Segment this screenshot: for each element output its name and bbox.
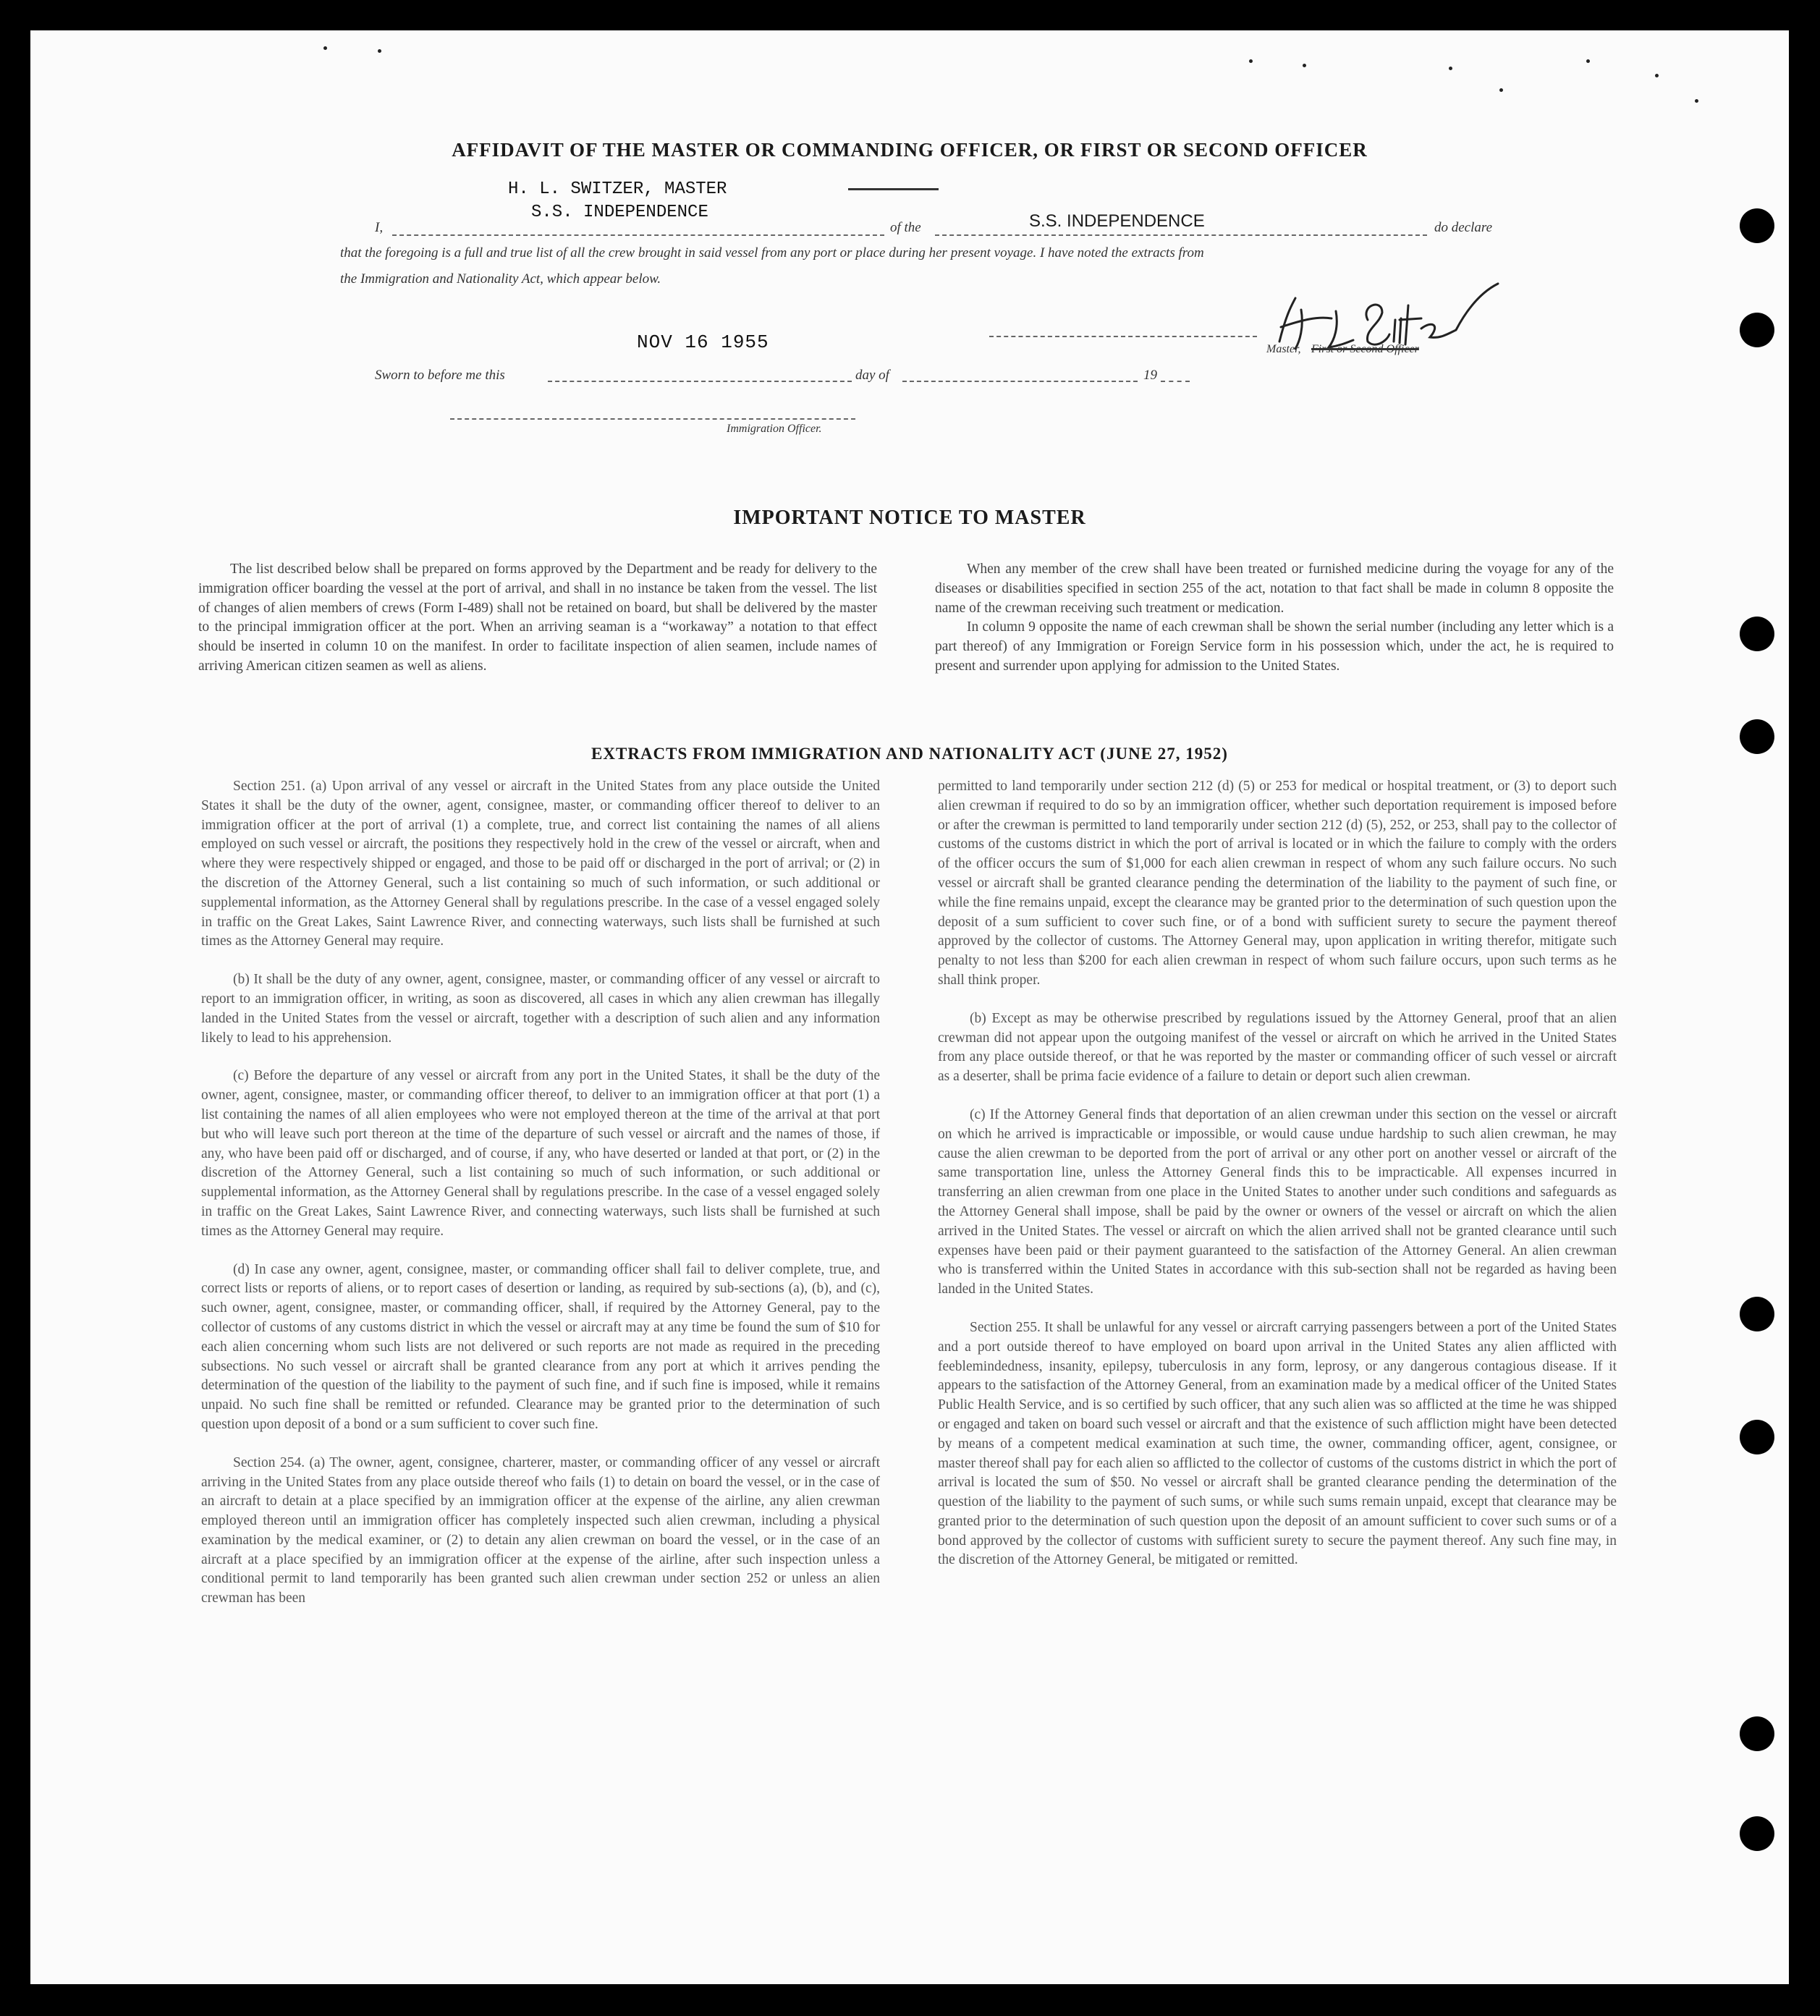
immigration-officer-blank: [450, 418, 855, 420]
label-i: I,: [375, 220, 384, 235]
typed-name-line2: S.S. INDEPENDENCE: [531, 203, 708, 222]
speck: [1249, 59, 1253, 63]
name-blank: [392, 234, 884, 236]
affidavit-title: AFFIDAVIT OF THE MASTER OR COMMANDING OFFICER, OR FIRST OR SECOND OFFICER: [452, 139, 1368, 161]
punch-hole: [1740, 1816, 1774, 1851]
speck: [1449, 67, 1452, 70]
label-day-of: day of: [855, 368, 889, 383]
notice-right-paragraph-1: When any member of the crew shall have been treated or furnished medicine during the voyage for any of the diseases or disabilities specified in section 255 of the act, notation to that fact shall be made in column 8 opposite the name of the crewman receiving such treatment or medication.: [935, 562, 1614, 616]
year-blank: [1161, 381, 1190, 382]
extracts-left-column: [201, 777, 880, 1627]
notice-right-column: [935, 560, 1614, 695]
section-254a-continued: permitted to land temporarily under section 212 (d) (5) or 253 for medical or hospital treatment, or (3) to deport such alien crewman if required to do so by an immigration officer, whether such deportation requirement is imposed before or after the crewman is permitted to land temporarily under section 212 (d) (5), 252, or 253, shall pay to the collector of customs of the customs district in which the port of arrival is located or in which the failure to comply with the orders of the officer occurs the sum of $1,000 for each alien crewman in respect of whom any such failure occurs. No such vessel or aircraft shall be granted clearance pending the determination of the liability to the payment of such fine, or while the fine remains unpaid, except the clearance may be granted prior to the determination of such question upon the deposit of a sum sufficient to cover such fine, or of a bond with sufficient surety to secure the payment thereof approved by the collector of customs. The Attorney General may, upon application in writing therefor, mitigate such penalty to not less than $200 for each alien crewman in respect of whom such failure occurs, upon such terms as he shall think proper.: [938, 779, 1617, 988]
label-master: Master,: [1266, 343, 1301, 355]
signature-mark: [1266, 276, 1505, 370]
vessel-blank: [935, 234, 1427, 236]
section-251c: (c) Before the departure of any vessel or aircraft from any port in the United States, it shall be the duty of the owner, agent, consignee, master, or commanding officer thereof, to deliver to an immigration officer at that port (1) a list containing the names of all alien employees who were not employed thereon at the time of the arrival at that port but who will leave such port thereon at the time of the departure of such vessel or aircraft and the names of those, if any, who have been paid off or discharged, and of course, if any, who have deserted or landed at that port, or (2) in the discretion of the Attorney General, such a list containing so much of such information, or such additional or supplemental information, as the Attorney General shall by regulations prescribe. In the case of a vessel engaged solely in traffic on the Great Lakes, Saint Lawrence River, and connecting waterways, such lists shall be furnished at such times as the Attorney General may require.: [201, 1068, 880, 1239]
label-immigration-officer: Immigration Officer.: [727, 423, 822, 435]
section-251d: (d) In case any owner, agent, consignee, master, or commanding officer shall fail to deliver complete, true, and correct lists or reports of aliens, or to report cases of desertion or landing, as required by sub-sections (a), (b), and (c), such owner, agent, consignee, master, or commanding officer, shall, if required by the Attorney General, pay to the collector of customs of any customs district in which the vessel or aircraft may at any time be found the sum of $10 for each alien concerning whom such lists are not delivered or such reports are not made as required in the preceding subsections. No such vessel or aircraft shall be granted clearance from any port at which it arrives pending the determination of the question of the liability to the payment of such fine, and if such fine is imposed, while it remains unpaid. No such fine shall be remitted or refunded. Clearance may be granted prior to the determination of such question upon deposit of a bond or a sum sufficient to cover such fine.: [201, 1261, 880, 1432]
speck: [1695, 99, 1698, 103]
speck: [1499, 88, 1503, 92]
declaration-line2: the Immigration and Nationality Act, which appear below.: [340, 271, 661, 287]
speck: [323, 46, 327, 50]
speck: [1586, 59, 1590, 63]
speck: [1303, 64, 1306, 67]
section-255: Section 255. It shall be unlawful for any vessel or aircraft carrying passengers between a port of the United States and a port outside thereof to have employed on board upon arrival in the United States any alien afflicted with feeblemindedness, insanity, epilepsy, tuberculosis in any form, leprosy, or any dangerous contagious disease. If it appears to the satisfaction of the Attorney General, from an examination made by a medical officer of the United States Public Health Service, and is so certified by such officer, that any such alien was so afflicted at the time he was shipped or engaged and taken on board such vessel or aircraft and that the existence of such affliction might have been detected by means of a competent medical examination at such time, the owner, commanding officer, agent, consignee, or master thereof shall pay for each alien so afflicted to the collector of customs of the customs district in which the port of arrival is located the sum of $50. No vessel or aircraft shall be granted clearance pending the determination of the question of the liability to the payment of such sums, or while such sums remain unpaid, except that clearance may be granted prior to the determination of such question upon the deposit of an amount sufficient to cover such sums or of a bond approved by the collector of customs with sufficient surety to secure the payment thereof. Any such fine may, in the discretion of the Attorney General, be mitigated or remitted.: [938, 1319, 1617, 1568]
vessel-name: S.S. INDEPENDENCE: [1029, 211, 1205, 231]
section-251a: Section 251. (a) Upon arrival of any vessel or aircraft in the United States from any place outside the United States it shall be the duty of the owner, agent, consignee, master, or commanding officer thereof to deliver to an immigration officer at the port of arrival (1) a complete, true, and correct list containing the names of all aliens employed on such vessel or aircraft, the positions they respectively hold in the crew of the vessel or aircraft, when and where they were respectively shipped or engaged, and those to be paid off or discharged in the port of arrival; or (2) in the discretion of the Attorney General, such a list containing so much of such information, or such additional or supplemental information, as the Attorney General shall by regulations prescribe. In the case of a vessel engaged solely in traffic on the Great Lakes, Saint Lawrence River, and connecting waterways, such lists shall be furnished at such times as the Attorney General may require.: [201, 779, 880, 949]
notice-right-paragraph-2: In column 9 opposite the name of each crewman shall be shown the serial number (including any letter which is a part thereof) of any Immigration or Foreign Service form in his possession which, under the act, he is required to present and surrender upon applying for admission to the United States.: [935, 619, 1614, 674]
stamp-date: NOV 16 1955: [637, 331, 769, 353]
punch-hole: [1740, 617, 1774, 651]
punch-hole: [1740, 208, 1774, 243]
sworn-month-blank: [902, 381, 1138, 382]
signature-blank: [989, 336, 1257, 337]
label-sworn: Sworn to before me this: [375, 368, 505, 383]
typed-name-line1: H. L. SWITZER, MASTER: [508, 179, 727, 199]
extracts-right-column: [938, 777, 1617, 1589]
label-do-declare: do declare: [1434, 220, 1493, 235]
label-year: 19: [1143, 368, 1157, 383]
punch-hole: [1740, 1716, 1774, 1751]
section-251b: (b) It shall be the duty of any owner, agent, consignee, master, or commanding officer of any vessel or aircraft to report to an immigration officer, in writing, as soon as discovered, all cases in which any alien crewman has illegally landed in the United States from the vessel or aircraft, together with a description of such alien and any information likely to lead to his apprehension.: [201, 972, 880, 1046]
punch-hole: [1740, 313, 1774, 347]
speck: [378, 49, 381, 53]
notice-left-column: [198, 560, 877, 695]
label-struck-officer: First or Second Officer: [1311, 343, 1419, 355]
section-254c: (c) If the Attorney General finds that deportation of an alien crewman under this section on the vessel or aircraft on which he arrived is impracticable or impossible, or would cause undue hardship to such alien crewman, he may cause the alien crewman to be deported from the port of arrival or any other port on another vessel or aircraft of the same transportation line, unless the Attorney General finds this to be impracticable. All expenses incurred in transferring an alien crewman from one place in the United States to another under such conditions and safeguards as the Attorney General shall impose, shall be paid by the owner or owners of the vessel or aircraft on which the alien arrived in the United States. The vessel or aircraft on which the alien arrived shall not be granted clearance until such expenses have been paid or their payment guaranteed to the satisfaction of the Attorney General. An alien crewman who is transferred within the United States in accordance with this sub-section shall not be regarded as having been landed in the United States.: [938, 1106, 1617, 1297]
punch-hole: [1740, 1297, 1774, 1331]
rule: [848, 188, 939, 190]
document-page: [30, 30, 1789, 1984]
declaration-line1: that the foregoing is a full and true list of all the crew brought in said vessel from any port or place during her present voyage. I have noted the extracts from: [340, 245, 1204, 261]
notice-title: IMPORTANT NOTICE TO MASTER: [733, 507, 1086, 529]
sworn-day-blank: [548, 381, 852, 382]
section-254a: Section 254. (a) The owner, agent, consignee, charterer, master, or commanding officer of any vessel or aircraft arriving in the United States from any place outside thereof who fails (1) to detain on board the vessel, or in the case of an aircraft to detain at a place specified by an immigration officer at the expense of the airline, any alien crewman employed thereon until an immigration officer has completely inspected such alien crewman, including a physical examination by the medical examiner, or (2) to detain any alien crewman on board the vessel, or in the case of an aircraft at a place specified by an immigration officer at the expense of the airline, after such inspection unless a conditional permit to land temporarily has been granted such alien crewman under section 252 or unless an alien crewman has been: [201, 1454, 880, 1606]
notice-left-paragraph: The list described below shall be prepared on forms approved by the Department and be ready for delivery to the immigration officer boarding the vessel at the port of arrival, and shall in no instance be taken from the vessel. The list of changes of alien members of crews (Form I-489) shall not be retained on board, but shall be delivered by the master to the principal immigration officer at the port. When an arriving seaman is a “workaway” a notation to that effect should be inserted in column 10 on the manifest. In order to facilitate inspection of alien seamen, include names of arriving American citizen seamen as well as aliens.: [198, 562, 877, 674]
label-of-the: of the: [890, 220, 921, 235]
extracts-title: EXTRACTS FROM IMMIGRATION AND NATIONALITY ACT (JUNE 27, 1952): [591, 745, 1228, 763]
speck: [1655, 74, 1659, 77]
section-254b: (b) Except as may be otherwise prescribed by regulations issued by the Attorney General, proof that an alien crewman did not appear upon the outgoing manifest of the vessel or aircraft on which he arrived in the United States from any place outside thereof, or that he was reported by the master or commanding officer of such vessel or aircraft as a deserter, shall be prima facie evidence of a failure to detain or deport such alien crewman.: [938, 1010, 1617, 1085]
punch-hole: [1740, 1420, 1774, 1454]
